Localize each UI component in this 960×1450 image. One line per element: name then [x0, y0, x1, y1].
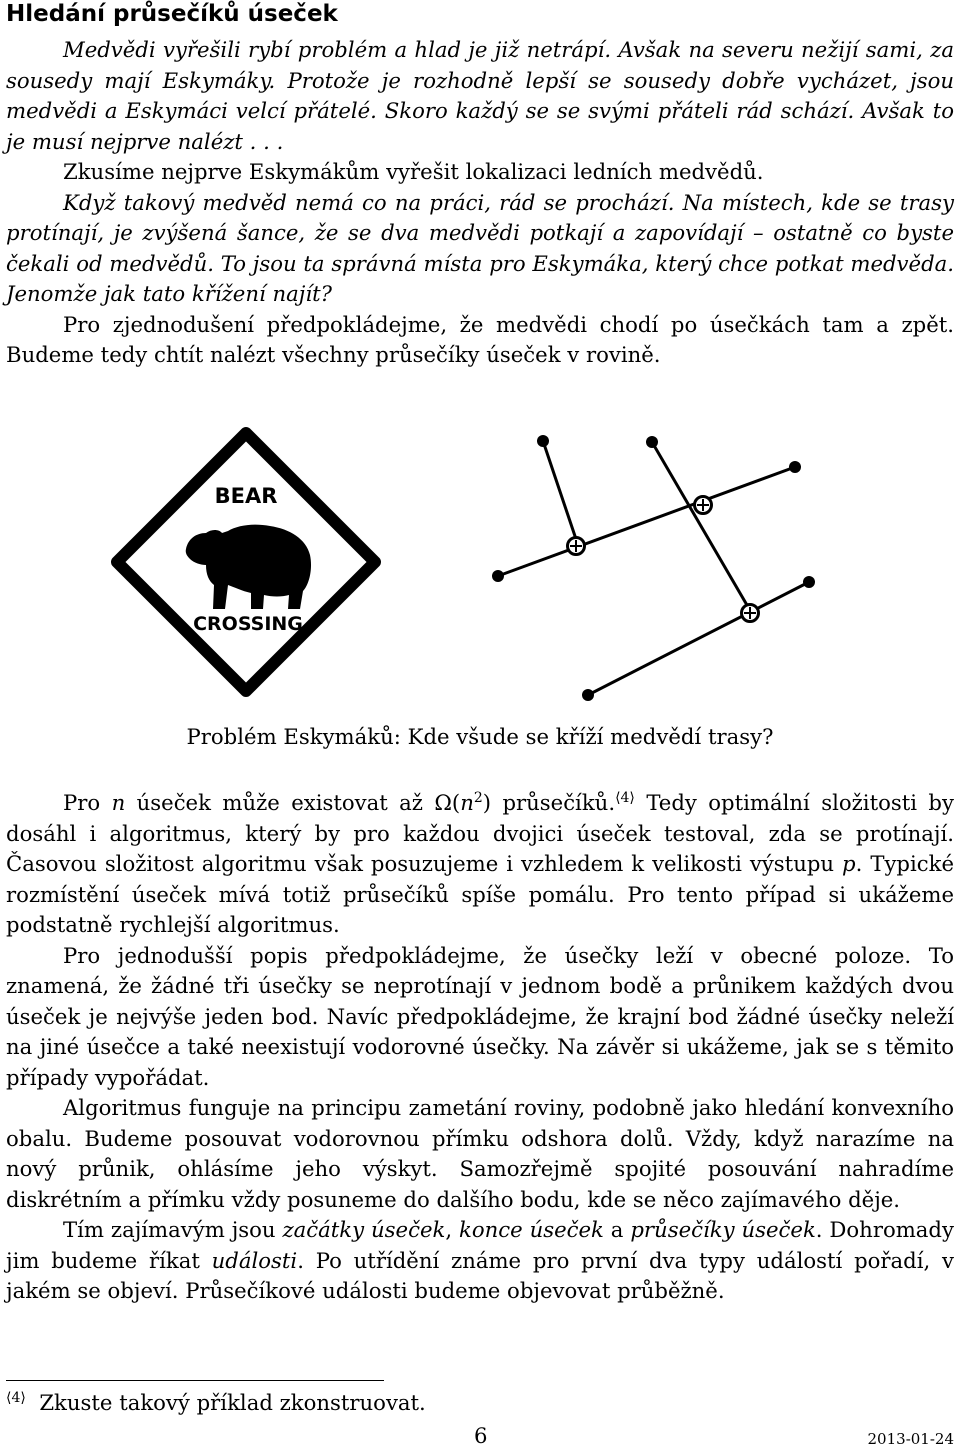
text-run: Tedy optimální složitosti by dosáhl i algoritmus, který by pro každou dvojici úseček testoval, zda se protínají. Časovou složitost algoritmu však posuzujeme i vzhledem k velikosti výstupu: [6, 790, 954, 876]
sign-top-text: BEAR: [214, 484, 278, 508]
segments-diagram: [492, 435, 815, 701]
footnote-text: Zkuste takový příklad zkonstruovat.: [39, 1390, 426, 1415]
text-run: a: [603, 1217, 631, 1242]
math-n: n: [111, 790, 126, 815]
intersection-marker: [742, 605, 759, 622]
figure-svg: [6, 425, 960, 735]
sign-bottom-text: CROSSING: [193, 613, 303, 635]
text-run: . Po utřídění známe pro první dva typy událostí pořadí, v jakém se objeví. Průsečíkové události budeme objevovat průběžně.: [6, 1247, 954, 1303]
footnote-number: ⟨4⟩: [6, 1389, 26, 1406]
page-number: 6: [474, 1423, 488, 1448]
segment-4: [588, 582, 809, 695]
emphasis: konce úseček: [459, 1217, 604, 1242]
main-text: [6, 788, 954, 1307]
intersection-marker: [568, 538, 585, 555]
segment-endpoint: [537, 435, 549, 447]
segment-2: [652, 442, 751, 612]
footnote: [6, 1388, 426, 1418]
text-run: Tím zajímavým jsou: [63, 1217, 283, 1242]
segment-endpoint: [789, 461, 801, 473]
emphasis: začátky úseček: [282, 1217, 446, 1242]
text-run: . Dohromady jim budeme říkat: [6, 1217, 954, 1273]
paragraph-general-position: Pro jednodušší popis předpokládejme, že úsečky leží v obecné poloze. To znamená, že žádné tři úsečky se neprotínají v jednom bodě a průnikem každých dvou úseček je nejvýše jeden bod. Navíc předpokládejme, že krajní bod žádné úsečky neleží na jiné úsečce a také neexistují vodorovné úsečky. Na závěr si ukážeme, jak se s těmito případy vypořádat.: [6, 942, 954, 1090]
math-p: p: [842, 851, 856, 876]
intro-paragraph-3: [6, 188, 954, 310]
page-date: 2013-01-24: [867, 1430, 954, 1448]
intro-paragraph-2: Zkusíme nejprve Eskymákům vyřešit lokalizaci ledních medvědů.: [63, 159, 764, 184]
text-run: Pro: [63, 790, 112, 815]
figure: [6, 425, 960, 735]
math-exponent: 2: [473, 789, 483, 806]
footnote-ref-link[interactable]: ⟨4⟩: [615, 789, 635, 806]
intro-block: [6, 35, 954, 371]
segment-endpoint: [492, 570, 504, 582]
paragraph-complexity: [6, 788, 954, 941]
intro-paragraph-1: Medvědi vyřešili rybí problém a hlad je již netrápí. Avšak na severu nežijí sami, za sousedy mají Eskymáky. Protože je rozhodně lepší se sousedy dobře vycházet, jsou medvědi a Eskymáci velcí přátelé. Skoro každý se se svými přáteli rád schází. Avšak to je musí nejprve nalézt . . .: [6, 37, 954, 154]
segment-3: [498, 467, 795, 576]
paragraph-events: [6, 1215, 954, 1307]
intro-paragraph-4: Pro zjednodušení předpokládejme, že medvědi chodí po úsečkách tam a zpět. Budeme tedy chtít nalézt všechny průsečíky úseček v rovině.: [6, 311, 954, 367]
intersection-marker: [695, 497, 712, 514]
text-run: . Typické rozmístění úseček mívá totiž průsečíků spíše pomálu. Pro tento případ si ukážeme podstatně rychlejší algoritmus.: [6, 851, 954, 937]
footnote-rule: [6, 1380, 384, 1381]
figure-caption: Problém Eskymáků: Kde všude se kříží medvědí trasy?: [186, 724, 774, 749]
text-run: ) průsečíků.: [482, 790, 616, 815]
emphasis: průsečíky úseček: [630, 1217, 816, 1242]
segment-endpoint: [803, 576, 815, 588]
segment-endpoint: [582, 689, 594, 701]
math-n: n: [460, 790, 474, 815]
bear-crossing-sign: [117, 433, 375, 691]
segment-1: [543, 441, 579, 548]
paragraph-sweep: Algoritmus funguje na principu zametání roviny, podobně jako hledání konvexního obalu. Budeme posouvat vodorovnou přímku odshora dolů. Vždy, když narazíme na nový průnik, ohlásíme jeho výskyt. Samozřejmě spojité posouvání nahradíme diskrétním a přímku vždy posuneme do dalšího bodu, kde se něco zajímavého děje.: [6, 1095, 954, 1212]
section-heading: Hledání průsečíků úseček: [6, 1, 338, 27]
segment-endpoint: [646, 436, 658, 448]
emphasis: události: [211, 1247, 298, 1273]
text-run: úseček může existovat až Ω(: [125, 790, 461, 815]
intro-paragraph-3-text: Když takový medvěd nemá co na práci, rád se prochází. Na místech, kde se trasy protínají, je zvýšená šance, že se dva medvědi potkají a zapovídají – ostatně co byste čekali od medvědů. To jsou ta správná místa pro Eskymáka, který chce potkat medvěda. Jenomže jak tato křížení najít?: [6, 189, 954, 306]
text-run: ,: [445, 1217, 459, 1242]
